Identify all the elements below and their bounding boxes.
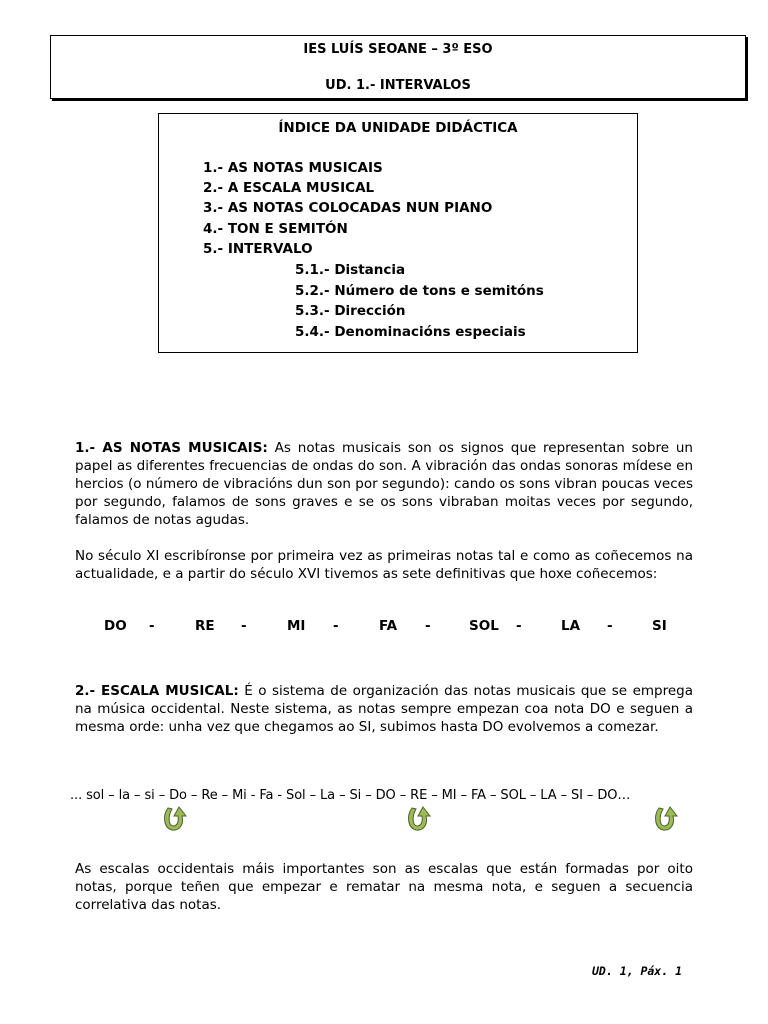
index-item: 3.- AS NOTAS COLOCADAS NUN PIANO <box>203 200 493 216</box>
section-1-text: As notas musicais son os signos que representan sobre un papel as diferentes frecuencias de ondas do son. A vibración das ondas sonoras mídese en hercios (o número de vibracións dun son por segundo): cando os sons vibran poucas veces por segundo, falamos de sons graves e se os sons vibraban moitas veces por segundo, falamos de notas agudas. <box>75 440 693 528</box>
note-separator: - <box>516 618 522 634</box>
section-1-heading: 1.- AS NOTAS MUSICAIS: <box>75 440 268 456</box>
note-separator: - <box>333 618 339 634</box>
note-fa: FA <box>379 618 398 634</box>
note-re: RE <box>195 618 215 634</box>
section-1-paragraph-2: No século XI escribíronse por primeira vez as primeiras notas tal e como as coñecemos na actualidade, e a partir do século XVI tivemos as sete definitivas que hoxe coñecemos: <box>75 548 693 582</box>
index-title: ÍNDICE DA UNIDADE DIDÁCTICA <box>278 120 518 136</box>
notes-row <box>0 618 768 638</box>
section-2-text: É o sistema de organización das notas musicais que se emprega na música occidental. Neste sistema, as notas sempre empezan coa nota DO e seguen a mesma orde: unha vez que chegamos ao SI, subimos hasta DO evolvemos a comezar. <box>75 683 693 735</box>
scale-sequence: ... sol – la – si – Do – Re – Mi - Fa - Sol – La – Si – DO – RE – MI – FA – SOL – LA – SI – DO… <box>70 788 631 803</box>
section-2-paragraph <box>75 682 693 736</box>
index-item: 5.- INTERVALO <box>203 241 313 257</box>
note-do: DO <box>104 618 127 634</box>
index-subitem: 5.4.- Denominacións especiais <box>295 324 526 340</box>
index-item: 1.- AS NOTAS MUSICAIS <box>203 160 383 176</box>
document-header <box>50 35 746 99</box>
page-footer: UD. 1, Páx. 1 <box>592 964 683 978</box>
index-item: 4.- TON E SEMITÓN <box>203 221 348 237</box>
note-separator: - <box>425 618 431 634</box>
index-item: 2.- A ESCALA MUSICAL <box>203 180 375 196</box>
index-subitem: 5.1.- Distancia <box>295 262 406 278</box>
note-la: LA <box>561 618 581 634</box>
school-title: IES LUÍS SEOANE – 3º ESO <box>303 42 493 57</box>
note-mi: MI <box>287 618 306 634</box>
index-subitem: 5.2.- Número de tons e semitóns <box>295 283 544 299</box>
note-separator: - <box>607 618 613 634</box>
index-subitem: 5.3.- Dirección <box>295 303 406 319</box>
note-si: SI <box>652 618 667 634</box>
index-box <box>158 113 638 353</box>
section-1-paragraph <box>75 439 693 529</box>
note-sol: SOL <box>469 618 499 634</box>
unit-title: UD. 1.- INTERVALOS <box>325 78 471 93</box>
section-2-heading: 2.- ESCALA MUSICAL: <box>75 683 239 699</box>
curved-arrow-icon <box>404 804 434 834</box>
note-separator: - <box>241 618 247 634</box>
curved-arrow-icon <box>651 804 681 834</box>
note-separator: - <box>149 618 155 634</box>
curved-arrow-icon <box>160 804 190 834</box>
section-2-paragraph-2: As escalas occidentais máis importantes son as escalas que están formadas por oito notas, porque teñen que empezar e rematar na mesma nota, e seguen a secuencia correlativa das notas. <box>75 861 693 913</box>
